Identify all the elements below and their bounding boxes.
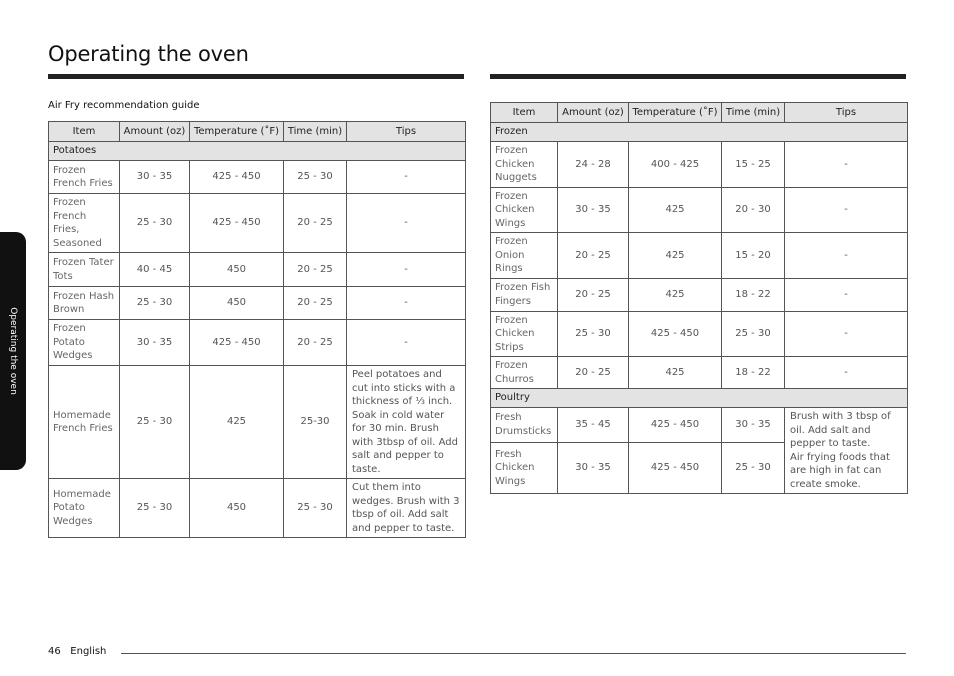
cell-temperature: 425 - 450 — [629, 408, 722, 443]
cell-tips: Peel potatoes and cut into sticks with a thickness of ⅓ inch. Soak in cold water for 30 min. Brush with 3tbsp of oil. Add salt and pepper to taste. — [347, 366, 466, 479]
cell-tips: - — [347, 194, 466, 253]
cell-temperature: 425 — [190, 366, 284, 479]
cell-tips: Cut them into wedges. Brush with 3 tbsp of oil. Add salt and pepper to taste. — [347, 479, 466, 538]
cell-tips: - — [785, 311, 908, 357]
cell-tips: - — [785, 187, 908, 233]
header-time: Time (min) — [722, 103, 785, 123]
cell-item: Frozen Chicken Strips — [491, 311, 558, 357]
cell-amount: 30 - 35 — [120, 320, 190, 366]
cell-tips: - — [785, 278, 908, 311]
footer-language: English — [70, 646, 107, 657]
cell-temperature: 425 - 450 — [190, 194, 284, 253]
section-row-poultry — [491, 389, 908, 408]
header-temperature: Temperature (˚F) — [190, 122, 284, 142]
header-rule-right — [490, 74, 906, 79]
cell-tips-poultry — [785, 408, 908, 494]
cell-temperature: 400 - 425 — [629, 142, 722, 188]
cell-tips: - — [785, 142, 908, 188]
table-row — [491, 357, 908, 389]
header-tips: Tips — [785, 103, 908, 123]
table-row — [49, 194, 466, 253]
poultry-tip-oil: Brush with 3 tbsp of oil. Add salt and pepper to taste. — [790, 411, 891, 449]
cell-time: 25 - 30 — [722, 442, 785, 493]
cell-item: Frozen French Fries, Seasoned — [49, 194, 120, 253]
table-row — [49, 287, 466, 320]
cell-tips: - — [785, 357, 908, 389]
table-row — [49, 320, 466, 366]
cell-time: 20 - 25 — [284, 253, 347, 287]
cell-time: 20 - 25 — [284, 194, 347, 253]
footer-rule — [121, 653, 906, 654]
cell-tips: - — [347, 320, 466, 366]
cell-item: Fresh Chicken Wings — [491, 442, 558, 493]
side-tab-label: Operating the oven — [8, 307, 18, 395]
air-fry-table-frozen-poultry — [490, 102, 908, 494]
cell-item: Frozen Tater Tots — [49, 253, 120, 287]
cell-temperature: 425 — [629, 357, 722, 389]
side-chapter-tab[interactable] — [0, 232, 26, 470]
page-number: 46 — [48, 646, 61, 657]
section-label: Frozen — [491, 123, 908, 142]
table-header-row — [49, 122, 466, 142]
cell-item: Homemade French Fries — [49, 366, 120, 479]
cell-time: 25 - 30 — [284, 161, 347, 194]
table-row — [491, 187, 908, 233]
cell-temperature: 425 - 450 — [629, 311, 722, 357]
cell-temperature: 450 — [190, 479, 284, 538]
table-row — [49, 479, 466, 538]
cell-amount: 25 - 30 — [120, 366, 190, 479]
table-row — [49, 366, 466, 479]
cell-time: 25 - 30 — [722, 311, 785, 357]
cell-temperature: 425 — [629, 278, 722, 311]
cell-amount: 30 - 35 — [120, 161, 190, 194]
cell-amount: 30 - 35 — [558, 442, 629, 493]
cell-amount: 25 - 30 — [120, 479, 190, 538]
cell-item: Homemade Potato Wedges — [49, 479, 120, 538]
table-row — [491, 142, 908, 188]
header-amount: Amount (oz) — [558, 103, 629, 123]
cell-item: Frozen French Fries — [49, 161, 120, 194]
cell-item: Frozen Fish Fingers — [491, 278, 558, 311]
cell-time: 18 - 22 — [722, 278, 785, 311]
cell-tips: - — [347, 287, 466, 320]
header-time: Time (min) — [284, 122, 347, 142]
section-row-frozen — [491, 123, 908, 142]
cell-item: Frozen Chicken Wings — [491, 187, 558, 233]
cell-item: Frozen Potato Wedges — [49, 320, 120, 366]
cell-amount: 20 - 25 — [558, 278, 629, 311]
table-row — [49, 161, 466, 194]
header-rule-left — [48, 74, 464, 79]
cell-amount: 20 - 25 — [558, 357, 629, 389]
table-row — [49, 253, 466, 287]
header-item: Item — [49, 122, 120, 142]
cell-temperature: 425 - 450 — [190, 161, 284, 194]
cell-amount: 40 - 45 — [120, 253, 190, 287]
cell-item: Frozen Onion Rings — [491, 233, 558, 279]
table-row — [491, 311, 908, 357]
cell-tips: - — [785, 233, 908, 279]
poultry-tip-smoke: Air frying foods that are high in fat can create smoke. — [790, 451, 890, 490]
cell-time: 25 - 30 — [284, 479, 347, 538]
cell-time: 15 - 20 — [722, 233, 785, 279]
header-amount: Amount (oz) — [120, 122, 190, 142]
cell-time: 30 - 35 — [722, 408, 785, 443]
cell-amount: 35 - 45 — [558, 408, 629, 443]
cell-time: 20 - 25 — [284, 320, 347, 366]
cell-time: 18 - 22 — [722, 357, 785, 389]
cell-tips: - — [347, 253, 466, 287]
air-fry-table-potatoes — [48, 121, 466, 538]
cell-amount: 20 - 25 — [558, 233, 629, 279]
header-temperature: Temperature (˚F) — [629, 103, 722, 123]
cell-item: Frozen Chicken Nuggets — [491, 142, 558, 188]
page-footer — [48, 646, 106, 657]
header-tips: Tips — [347, 122, 466, 142]
table-header-row — [491, 103, 908, 123]
guide-title: Air Fry recommendation guide — [48, 100, 200, 111]
page-title: Operating the oven — [48, 42, 249, 66]
cell-time: 20 - 30 — [722, 187, 785, 233]
cell-temperature: 425 — [629, 187, 722, 233]
cell-time: 15 - 25 — [722, 142, 785, 188]
cell-item: Frozen Hash Brown — [49, 287, 120, 320]
cell-time: 20 - 25 — [284, 287, 347, 320]
section-label: Potatoes — [49, 142, 466, 161]
cell-temperature: 425 - 450 — [190, 320, 284, 366]
cell-temperature: 425 - 450 — [629, 442, 722, 493]
cell-temperature: 425 — [629, 233, 722, 279]
cell-amount: 25 - 30 — [120, 287, 190, 320]
cell-temperature: 450 — [190, 287, 284, 320]
cell-item: Frozen Churros — [491, 357, 558, 389]
table-row — [491, 233, 908, 279]
table-row — [491, 278, 908, 311]
cell-item: Fresh Drumsticks — [491, 408, 558, 443]
table-row — [491, 408, 908, 443]
cell-amount: 25 - 30 — [120, 194, 190, 253]
cell-tips: - — [347, 161, 466, 194]
cell-amount: 24 - 28 — [558, 142, 629, 188]
cell-time: 25-30 — [284, 366, 347, 479]
cell-amount: 30 - 35 — [558, 187, 629, 233]
section-row-potatoes — [49, 142, 466, 161]
cell-temperature: 450 — [190, 253, 284, 287]
header-item: Item — [491, 103, 558, 123]
cell-amount: 25 - 30 — [558, 311, 629, 357]
section-label: Poultry — [491, 389, 908, 408]
